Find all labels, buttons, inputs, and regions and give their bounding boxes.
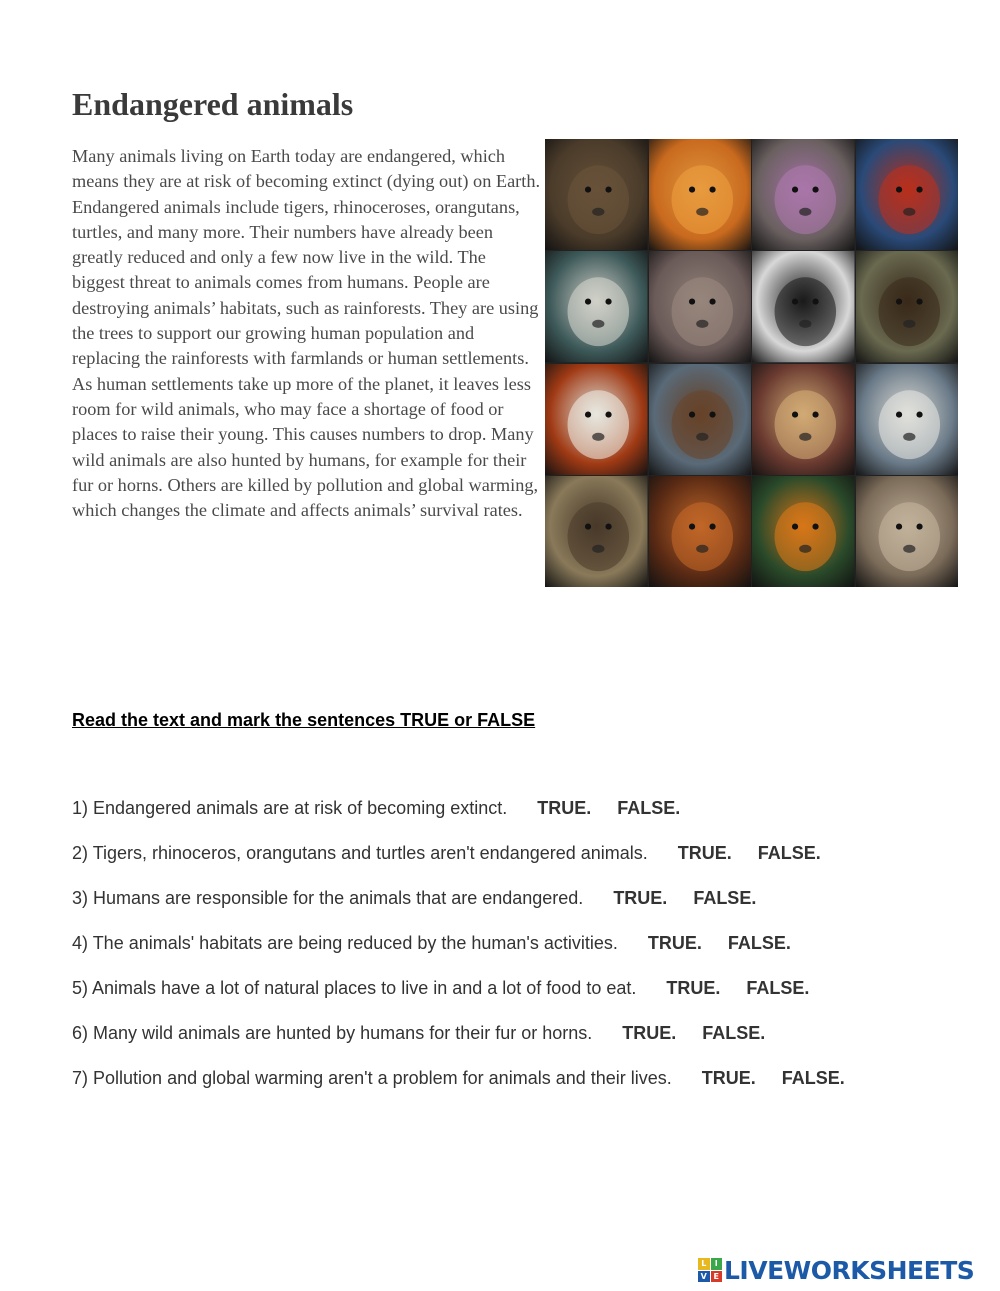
question-number: 4) xyxy=(72,933,89,953)
question-text: Humans are responsible for the animals that are endangered. xyxy=(88,888,584,908)
question-6 xyxy=(72,1023,845,1068)
animal-photo-elephant xyxy=(752,139,855,250)
instruction-heading: Read the text and mark the sentences TRUE or FALSE xyxy=(72,710,536,730)
logo-letter-square: I xyxy=(711,1258,723,1270)
animal-photo-polar-bear xyxy=(856,364,959,475)
question-2 xyxy=(72,843,845,888)
question-list xyxy=(72,798,845,1113)
liveworksheets-logo xyxy=(698,1256,974,1284)
logo-letter-square: V xyxy=(698,1271,710,1283)
animal-photo-zebra xyxy=(752,251,855,362)
animal-photo-parrot xyxy=(856,139,959,250)
false-option[interactable]: FALSE. xyxy=(757,843,821,863)
animal-photo-iguana xyxy=(649,476,752,587)
animal-photo-bison xyxy=(545,139,648,250)
question-number: 3) xyxy=(72,888,89,908)
page-title: Endangered animals xyxy=(72,86,354,122)
true-option[interactable]: TRUE. xyxy=(677,843,732,863)
animal-photo-eagle xyxy=(545,364,648,475)
animal-photo-brown-bear xyxy=(649,364,752,475)
animal-photo-anteater xyxy=(545,476,648,587)
question-text: Endangered animals are at risk of becoming extinct. xyxy=(88,798,508,818)
question-text: Pollution and global warming aren't a problem for animals and their lives. xyxy=(88,1068,672,1088)
false-option[interactable]: FALSE. xyxy=(781,1068,845,1088)
false-option[interactable]: FALSE. xyxy=(702,1023,766,1043)
false-option[interactable]: FALSE. xyxy=(617,798,681,818)
true-option[interactable]: TRUE. xyxy=(537,798,592,818)
question-text: The animals' habitats are being reduced by the human's activities. xyxy=(88,933,618,953)
question-number: 5) xyxy=(72,978,89,998)
true-option[interactable]: TRUE. xyxy=(647,933,702,953)
question-1 xyxy=(72,798,845,843)
false-option[interactable]: FALSE. xyxy=(693,888,757,908)
animal-photo-lorikeet xyxy=(752,476,855,587)
true-option[interactable]: TRUE. xyxy=(622,1023,677,1043)
question-number: 7) xyxy=(72,1068,89,1088)
question-7 xyxy=(72,1068,845,1113)
question-4 xyxy=(72,933,845,978)
question-text: Animals have a lot of natural places to live in and a lot of food to eat. xyxy=(88,978,637,998)
question-number: 1) xyxy=(72,798,89,818)
brand-name: LIVEWORKSHEETS xyxy=(724,1255,975,1285)
question-3 xyxy=(72,888,845,933)
false-option[interactable]: FALSE. xyxy=(727,933,791,953)
true-option[interactable]: TRUE. xyxy=(666,978,721,998)
animal-photo-sloth-bear xyxy=(856,251,959,362)
question-number: 6) xyxy=(72,1023,89,1043)
animal-photo-white-tiger xyxy=(545,251,648,362)
liveworksheets-logo-icon xyxy=(698,1258,722,1282)
animal-photo-tiger xyxy=(649,139,752,250)
animal-photo-rhinoceros xyxy=(649,251,752,362)
animal-photo-wolf xyxy=(856,476,959,587)
question-5 xyxy=(72,978,845,1023)
question-number: 2) xyxy=(72,843,89,863)
logo-letter-square: L xyxy=(698,1258,710,1270)
question-text: Many wild animals are hunted by humans for their fur or horns. xyxy=(88,1023,593,1043)
intro-paragraph: Many animals living on Earth today are endangered, which means they are at risk of becoming extinct (dying out) on Earth. Endangered animals include tigers, rhinoceroses, orangutans, turtles, and many more. Their numbers have already been greatly reduced and only a few now live in the wild. The biggest threat to animals comes from humans. People are destroying animals’ habitats, such as rainforests. They are using the trees to support our growing human population and replacing the rainforests with farmlands or human settlements. As human settlements take up more of the planet, it leaves less room for wild animals, who may face a shortage of food or places to raise their young. This causes numbers to drop. Many wild animals are also hunted by humans, for example for their fur or horns. Others are killed by pollution and global warming, which changes the climate and affects animals’ survival rates. xyxy=(72,146,541,521)
true-option[interactable]: TRUE. xyxy=(613,888,668,908)
question-text: Tigers, rhinoceros, orangutans and turtles aren't endangered animals. xyxy=(88,843,648,863)
animal-collage xyxy=(545,139,958,587)
animal-photo-giraffe xyxy=(752,364,855,475)
true-option[interactable]: TRUE. xyxy=(701,1068,756,1088)
logo-letter-square: E xyxy=(711,1271,723,1283)
false-option[interactable]: FALSE. xyxy=(746,978,810,998)
